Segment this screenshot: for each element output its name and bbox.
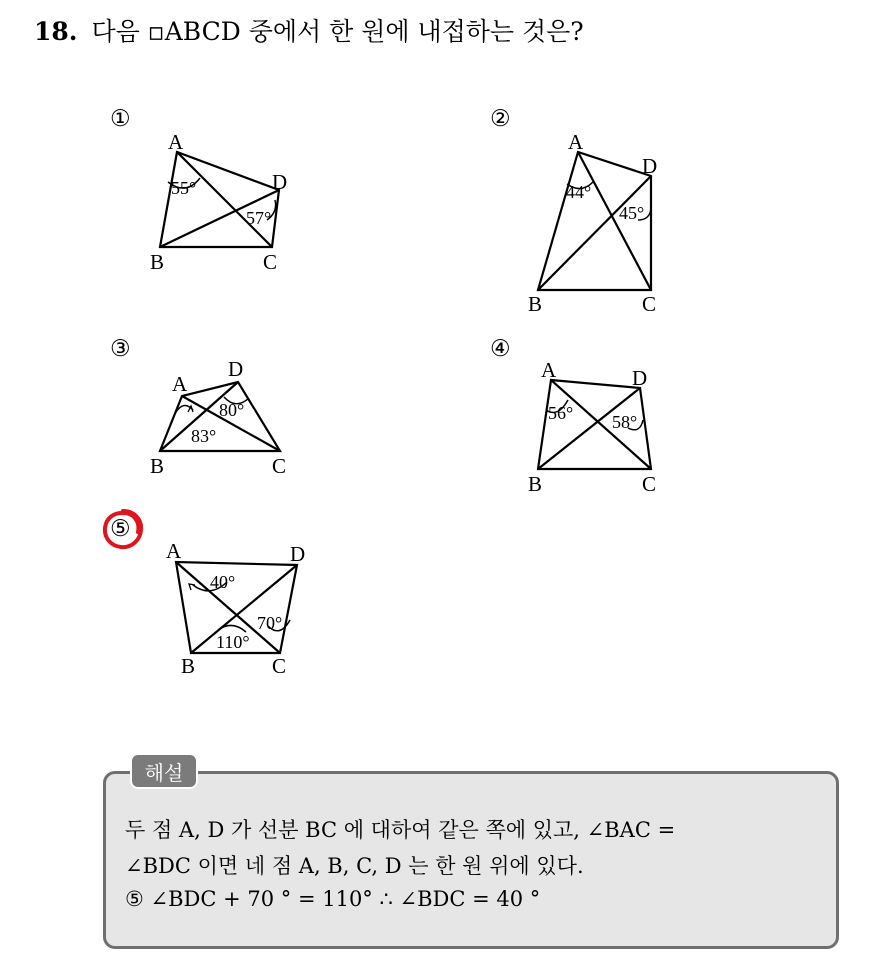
- solution-line-2: ∠BDC 이면 네 점 A, B, C, D 는 한 원 위에 있다.: [125, 854, 584, 878]
- solution-line-1: 두 점 A, D 가 선분 BC 에 대하여 같은 쪽에 있고, ∠BAC =: [125, 818, 676, 842]
- opt3-angle-1: 80°: [219, 400, 245, 420]
- opt5-angle-2: 70°: [257, 613, 283, 633]
- opt1-label-d: D: [272, 170, 288, 194]
- question-text: 다음 ▫ABCD 중에서 한 원에 내접하는 것은?: [91, 17, 584, 46]
- solution-line-3: ⑤ ∠BDC + 70 ° = 110° ∴ ∠BDC = 40 °: [125, 887, 541, 911]
- option-1-number[interactable]: ①: [110, 106, 131, 132]
- option-4-number[interactable]: ④: [490, 336, 511, 362]
- opt4-label-d: D: [632, 366, 648, 390]
- opt1-label-a: A: [168, 130, 184, 154]
- solution-tab: 해설: [130, 753, 198, 789]
- opt2-label-c: C: [642, 292, 657, 316]
- opt3-label-c: C: [272, 454, 287, 478]
- opt3-label-a: A: [172, 372, 188, 396]
- opt5-angle-3: 110°: [216, 632, 250, 652]
- opt5-label-b: B: [181, 654, 196, 678]
- opt2-label-b: B: [528, 292, 543, 316]
- opt5-label-a: A: [166, 539, 182, 563]
- opt4-label-c: C: [642, 472, 657, 496]
- opt4-label-a: A: [541, 358, 557, 382]
- opt1-angle-2: 57°: [246, 208, 272, 228]
- opt2-angle-1: 44°: [566, 182, 592, 202]
- opt2-label-a: A: [568, 130, 584, 154]
- question-heading: [34, 12, 584, 48]
- opt3-label-d: D: [228, 357, 244, 381]
- opt4-angle-1: 56°: [548, 403, 574, 423]
- opt2-angle-2: 45°: [619, 203, 645, 223]
- opt5-label-c: C: [272, 654, 287, 678]
- option-5-number[interactable]: ⑤: [110, 516, 131, 542]
- opt1-angle-1: 55°: [171, 178, 197, 198]
- opt3-angle-2: 83°: [191, 426, 217, 446]
- opt3-label-b: B: [150, 454, 165, 478]
- opt2-label-d: D: [642, 154, 658, 178]
- opt1-label-c: C: [263, 250, 278, 274]
- opt1-label-b: B: [150, 250, 165, 274]
- question-number: 18.: [34, 17, 78, 46]
- option-2-number[interactable]: ②: [490, 106, 511, 132]
- opt4-angle-2: 58°: [612, 412, 638, 432]
- opt5-angle-1: 40°: [210, 572, 236, 592]
- opt4-label-b: B: [528, 472, 543, 496]
- option-3-number[interactable]: ③: [110, 336, 131, 362]
- opt5-label-d: D: [290, 542, 306, 566]
